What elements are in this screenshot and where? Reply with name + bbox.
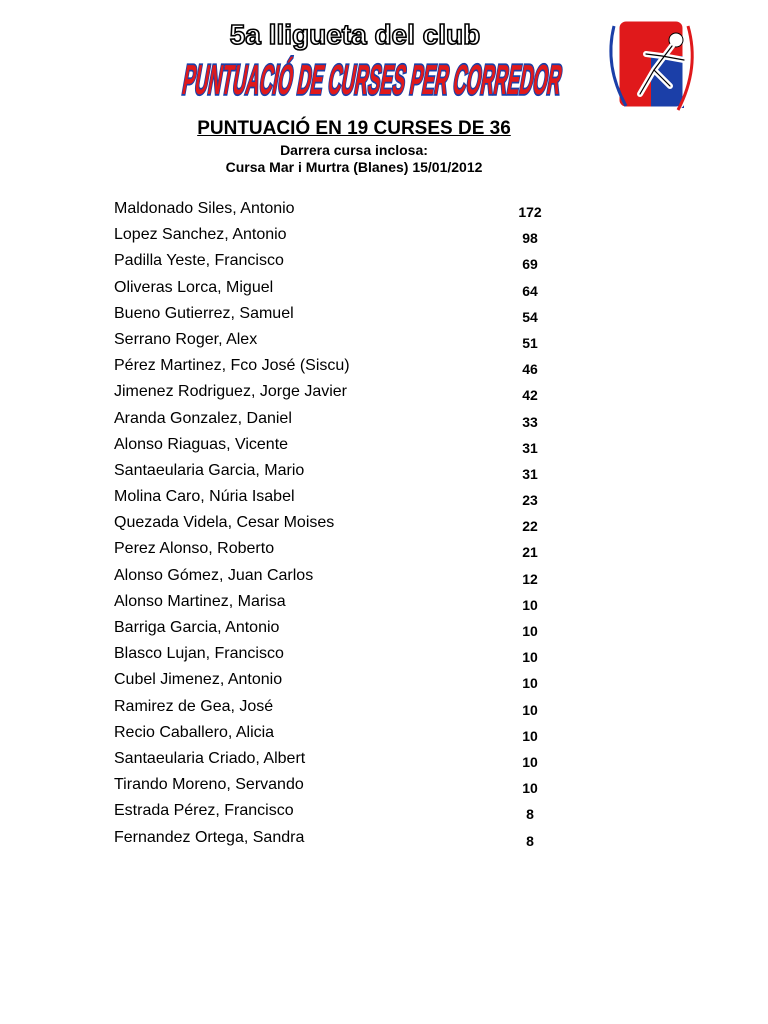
ranking-row — [0, 538, 768, 564]
ranking-row — [0, 224, 768, 250]
runner-name: Ramirez de Gea, José — [114, 697, 274, 715]
runner-name: Santaeularia Garcia, Mario — [114, 461, 305, 479]
runner-points: 31 — [522, 465, 538, 482]
ranking-row — [0, 774, 768, 800]
runner-name: Tirando Moreno, Servando — [114, 776, 304, 794]
document-title: PUNTUACIÓ EN 19 CURSES DE 36 — [197, 118, 511, 139]
ranking-row — [0, 669, 768, 695]
runner-points: 64 — [522, 282, 538, 299]
runner-name: Alonso Martinez, Marisa — [114, 592, 286, 610]
runner-points: 21 — [522, 544, 538, 561]
runner-name: Recio Caballero, Alicia — [114, 723, 275, 741]
runner-points: 10 — [522, 753, 538, 770]
ranking-row — [0, 355, 768, 381]
runner-points: 33 — [522, 413, 538, 430]
runner-name: Serrano Roger, Alex — [114, 330, 258, 348]
runner-points: 10 — [522, 727, 538, 744]
runner-points: 10 — [522, 675, 538, 692]
runner-name: Perez Alonso, Roberto — [114, 540, 275, 558]
ranking-row — [0, 198, 768, 224]
runner-name: Barriga Garcia, Antonio — [114, 619, 280, 636]
ranking-list — [0, 198, 768, 853]
header-line2-text: PUNTUACIÓ DE CURSES PER CORREDOR — [179, 57, 723, 104]
runner-points: 10 — [522, 780, 538, 797]
ranking-row — [0, 800, 768, 826]
runner-name: Jimenez Rodriguez, Jorge Javier — [114, 383, 347, 401]
runner-points: 46 — [522, 361, 538, 378]
runner-name: Blasco Lujan, Francisco — [114, 645, 284, 663]
ranking-row — [0, 460, 768, 486]
runner-name: Aranda Gonzalez, Daniel — [114, 409, 292, 427]
runner-name: Maldonado Siles, Antonio — [114, 200, 295, 217]
runner-points: 10 — [522, 596, 538, 613]
ranking-row — [0, 329, 768, 355]
ranking-row — [0, 303, 768, 329]
runner-points: 54 — [522, 308, 538, 325]
runner-points: 69 — [522, 256, 538, 273]
last-race-label: Darrera cursa inclosa: — [280, 142, 428, 158]
header-banner-title — [160, 50, 723, 106]
runner-points: 10 — [522, 701, 538, 718]
runner-points: 98 — [522, 230, 538, 247]
runner-name: Estrada Pérez, Francisco — [114, 802, 294, 820]
ranking-row — [0, 643, 768, 669]
runner-name: Alonso Riaguas, Vicente — [114, 435, 289, 453]
runner-points: 10 — [522, 623, 538, 639]
ranking-row — [0, 696, 768, 722]
runner-name: Quezada Videla, Cesar Moises — [114, 514, 335, 532]
runner-points: 8 — [526, 832, 534, 849]
runner-name: Pérez Martinez, Fco José (Siscu) — [114, 357, 350, 375]
runner-name: Oliveras Lorca, Miguel — [114, 278, 274, 296]
runner-points: 8 — [526, 806, 534, 823]
runner-name: Molina Caro, Núria Isabel — [114, 488, 295, 506]
ranking-row — [0, 565, 768, 591]
header-league-title — [210, 16, 500, 52]
ranking-row — [0, 722, 768, 748]
runner-name: Lopez Sanchez, Antonio — [114, 226, 287, 244]
runner-points: 51 — [522, 334, 538, 351]
runner-points: 172 — [518, 204, 542, 220]
ranking-row — [0, 827, 768, 853]
ranking-row — [0, 381, 768, 407]
runner-name: Alonso Gómez, Juan Carlos — [114, 566, 314, 584]
runner-name: Santaeularia Criado, Albert — [114, 749, 306, 767]
ranking-row — [0, 250, 768, 276]
runner-name: Padilla Yeste, Francisco — [114, 252, 284, 270]
runner-points: 23 — [522, 492, 538, 509]
ranking-row — [0, 277, 768, 303]
ranking-row — [0, 512, 768, 538]
runner-points: 22 — [522, 518, 538, 535]
ranking-row — [0, 748, 768, 774]
ranking-row — [0, 617, 768, 643]
ranking-row — [0, 591, 768, 617]
runner-name: Cubel Jimenez, Antonio — [114, 671, 283, 689]
runner-points: 31 — [522, 439, 538, 456]
runner-name: Bueno Gutierrez, Samuel — [114, 304, 294, 322]
ranking-row — [0, 486, 768, 512]
header-line1-text: 5a lligueta del club — [229, 19, 481, 50]
runner-points: 12 — [522, 570, 538, 587]
ranking-row — [0, 434, 768, 460]
runner-points: 42 — [522, 387, 538, 404]
runner-points: 10 — [522, 649, 538, 666]
last-race-name: Cursa Mar i Murtra (Blanes) 15/01/2012 — [225, 159, 483, 175]
runner-name: Fernandez Ortega, Sandra — [114, 828, 305, 846]
ranking-row — [0, 408, 768, 434]
club-logo — [596, 16, 712, 116]
